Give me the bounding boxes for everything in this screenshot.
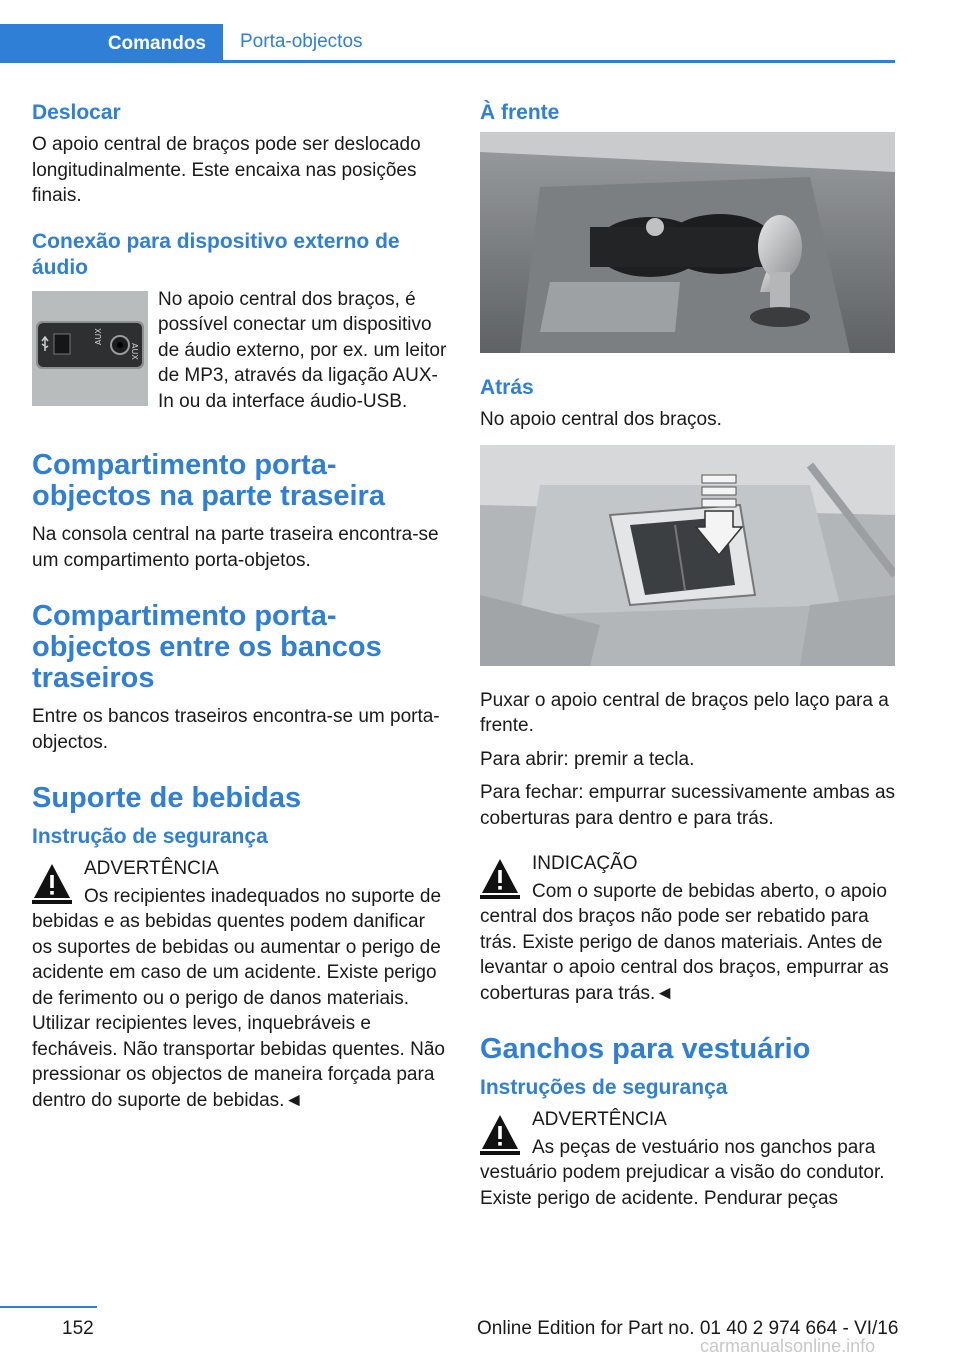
warning-triangle-icon (480, 855, 520, 899)
header-rule (0, 60, 895, 63)
rear-armrest-photo (480, 445, 895, 666)
heading-between-seats: Compartimento porta-objectos entre os bancos traseiros (32, 600, 382, 694)
footer-rule (0, 1306, 97, 1308)
aux-usb-port-image (32, 291, 148, 406)
text-back: No apoio central dos braços. (480, 409, 722, 430)
warning2-label: ADVERTÊNCIA (532, 1109, 667, 1130)
warning-label: ADVERTÊNCIA (84, 858, 219, 879)
warning-block (32, 856, 448, 1113)
text-open: Para abrir: premir a tecla. (480, 748, 695, 770)
warning2-block (480, 1107, 896, 1211)
note-label: INDICAÇÃO (532, 853, 638, 874)
note-text: Com o suporte de bebidas aberto, o apoio central dos braços não pode ser rebatido para trás. Existe perigo de danos materiais. Antes de levantar o apoio central dos braços, empurrar as coberturas para trás.◄ (480, 880, 889, 1004)
hooks-safety-title: Instruções de segurança (480, 1076, 728, 1099)
tab-porta-objectos[interactable]: Porta-objectos (240, 31, 363, 52)
heading-clothes-hooks: Ganchos para vestuário (480, 1033, 811, 1065)
text-rear-compartment: Na consola central na parte traseira encontra-se um compartimento porta-objetos. (32, 524, 439, 571)
section-title-deslocar: Deslocar (32, 101, 121, 124)
aux-right-label: AUX (130, 342, 139, 360)
note-block (480, 851, 896, 1006)
text-close: Para fechar: empurrar sucessivamente ambas as coberturas para dentro e para trás. (480, 782, 896, 829)
audio-block (32, 287, 448, 423)
aux-left-label: AUX (94, 327, 103, 345)
edition-line: Online Edition for Part no. 01 40 2 974 664 - VI/16 (477, 1318, 899, 1339)
front-cupholder-photo (480, 132, 895, 353)
left-column (32, 100, 448, 1121)
heading-rear-compartment: Compartimento porta-objectos na parte traseira (32, 449, 385, 512)
tab-comandos[interactable]: Comandos (0, 24, 223, 63)
text-deslocar: O apoio central de braços pode ser deslocado longitudinalmente. Este encaixa nas posições finais. (32, 134, 421, 206)
heading-drink-holder: Suporte de bebidas (32, 782, 302, 814)
text-pull: Puxar o apoio central de braços pelo laço para a frente. (480, 689, 889, 736)
section-title-front: À frente (480, 101, 560, 124)
warning-text: Os recipientes inadequados no suporte de bebidas e as bebidas quentes podem danificar os suportes de bebidas ou aumentar o perigo de acidente em caso de um acidente. Existe perigo de ferimento ou o perigo de danos materiais. Utilizar recipientes leves, inquebráveis e fecháveis. Não transportar bebidas quentes. Não pressionar os objectos de maneira forçada para dentro do suporte de bebidas.◄ (32, 885, 445, 1111)
safety-title: Instrução de segurança (32, 825, 268, 848)
watermark: carmanualsonline.info (700, 1336, 876, 1356)
text-between-seats: Entre os bancos traseiros encontra-se um porta-objectos. (32, 706, 440, 753)
section-title-back: Atrás (480, 376, 534, 399)
warning2-text: As peças de vestuário nos ganchos para vestuário podem prejudicar a visão do condutor. Existe perigo de acidente. Pendurar peças (480, 1136, 885, 1209)
page-number: 152 (62, 1318, 94, 1339)
warning-triangle-icon (480, 1111, 520, 1155)
section-title-audio: Conexão para dispositivo externo de áudio (32, 229, 400, 279)
warning-triangle-icon (32, 860, 72, 904)
text-audio: No apoio central dos braços, é possível conectar um dispositivo de áudio externo, por ex. um leitor de MP3, através da ligação AUX-In ou da interface áudio-USB. (158, 288, 447, 412)
right-column (480, 100, 896, 1219)
